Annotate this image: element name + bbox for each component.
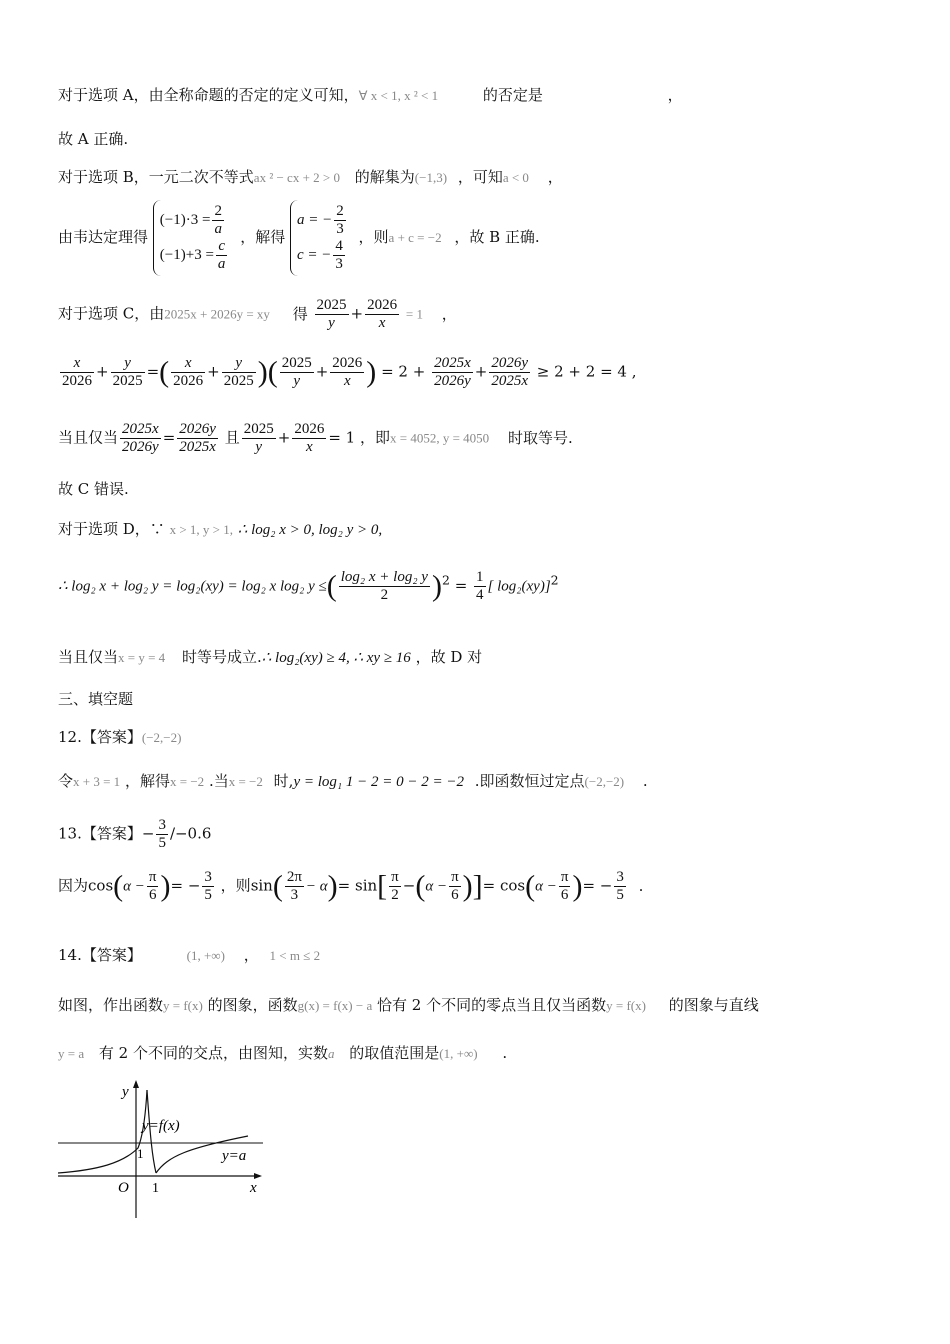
text: 对于选项 A，由全称命题的否定的定义可知， [58, 86, 359, 104]
text: 的否定是 [482, 86, 543, 104]
text: ， [441, 304, 457, 323]
den: 2025x [179, 439, 216, 455]
formula: 2025x + 2026y = xy [164, 306, 270, 322]
formula: y = a [58, 1046, 85, 1061]
text: 13.【答案】 [58, 824, 142, 843]
num: c [216, 239, 228, 256]
answer-14 [58, 948, 320, 963]
text: ，则 [220, 876, 251, 895]
num: 2026y [491, 355, 528, 371]
num: 3 [204, 869, 212, 885]
num: 4 [335, 238, 343, 254]
text: ，故 D 对 [415, 648, 483, 666]
den: 3 [335, 256, 343, 272]
option-a-line [58, 88, 683, 103]
den: 2026y [434, 373, 471, 389]
solution-14-cont [58, 1046, 507, 1061]
text: .当 [208, 772, 229, 790]
formula: α − [123, 878, 145, 895]
equation-system [153, 200, 236, 276]
text: . [642, 772, 648, 790]
num: log₂ x + log₂ y [340, 569, 428, 585]
den: 3 [290, 887, 299, 903]
vieta-line [58, 200, 540, 276]
formula: ∴ log₂(xy) ≥ 4, ∴ xy ≥ 16 [261, 650, 411, 666]
formula: x = −2 [228, 774, 263, 789]
den: 2 [391, 887, 399, 903]
num: x [60, 356, 94, 373]
text: 如图，作出函数 [58, 996, 164, 1014]
formula: = 1 [405, 306, 423, 322]
text: 有 2 个不同的交点，由图知，实数 [98, 1044, 328, 1062]
formula: (−1,3) [414, 170, 448, 185]
text: 对于选项 D，∵ [58, 520, 165, 538]
formula: a [327, 1046, 335, 1061]
text: 恰有 2 个不同的零点当且仅当函数 [377, 996, 607, 1014]
formula: α − [425, 878, 448, 895]
solution-13: 因为cos(α − $\frac{\pi}{6}$ )= − $\frac{3}{5}$ ，则sin( $\frac{2\pi}{3}$ − α)= sin[ $\frac{\pi}{2}$ −(α − $\frac{\pi}{6}$ )]= cos(α − $\frac{\pi}{6}$ )= − $\frac{3}{5}$ . [58, 869, 644, 903]
option-c-line [58, 298, 457, 331]
den: 2026 [62, 373, 92, 389]
curve-label: y=f(x) [142, 1118, 180, 1134]
text: 因为 [58, 876, 89, 895]
text: 令 [58, 772, 74, 790]
den: y [328, 315, 335, 331]
solution-14 [58, 998, 759, 1013]
option-d-line [58, 522, 382, 538]
den: x [305, 439, 313, 455]
formula: y = f(x) [606, 998, 646, 1013]
text: 对于选项 B，一元二次不等式 [58, 168, 254, 186]
den: 2026y [122, 439, 159, 455]
text: 的解集为 [354, 168, 415, 186]
answer-13 [58, 818, 211, 851]
num: y [222, 356, 256, 373]
text: 时等号成立. [181, 648, 262, 666]
op: + [350, 304, 364, 323]
num: 2026 [294, 421, 325, 437]
text: ，解得 [124, 772, 170, 790]
den: a [217, 256, 226, 272]
x-label: x [250, 1180, 257, 1196]
text: ，解得 [240, 228, 286, 246]
num: 2026 [332, 355, 363, 371]
formula: (−2,−2) [584, 774, 625, 789]
den: y [255, 439, 263, 455]
num: 2025 [316, 297, 347, 313]
x-axis-arrow [254, 1173, 262, 1179]
text: ， [243, 946, 259, 964]
text: 对于选项 C，由 [58, 304, 165, 323]
num: 2025x [122, 421, 159, 437]
origin-label: O [118, 1180, 129, 1196]
conclusion-a: 故 A 正确. [58, 130, 129, 148]
op: = [454, 576, 468, 595]
num: π [560, 869, 569, 885]
formula: a + c = −2 [388, 230, 442, 245]
formula: ax ² − cx + 2 > 0 [253, 170, 340, 185]
formula: x = 4052, y = 4050 [390, 430, 490, 446]
text: 当且仅当 [58, 428, 119, 447]
text: 的图象与直线 [668, 996, 759, 1014]
den: y [293, 373, 301, 389]
op: = sin [337, 876, 378, 895]
log-inequality-line: ∴ log₂ x + log₂ y = log₂(xy) = log₂ x log₂ y ≤( $\frac{\text{log₂ x + log₂ y}}{2}$ )$^2$ = $\frac{1}{4}$ [ log₂(xy)]$^2$ [58, 569, 559, 603]
formula: x = −2 [169, 774, 205, 789]
curve-left [58, 1090, 147, 1173]
num: 2026y [179, 421, 216, 437]
text: . [638, 876, 644, 895]
formula: y = f(x) [163, 998, 203, 1013]
formula: y = log₁ 1 − 2 = 0 − 2 = −2 [293, 774, 464, 790]
den: x [343, 373, 351, 389]
formula: ∴ log₂ x > 0, log₂ y > 0, [237, 522, 383, 538]
den: 2025x [491, 373, 528, 389]
equality-condition-c: 当且仅当 $\frac{2025x}{2026y}$ = $\frac{2026y}{2025x}$ 且 $\frac{2025}{y}$ + $\frac{2026}{x}$ = 1 ，即x = 4052, y = 4050 时取等号. [58, 421, 573, 455]
num: 3 [158, 817, 166, 833]
text: ，则 [358, 228, 389, 246]
den: 6 [560, 887, 569, 903]
num: y [111, 356, 145, 373]
formula: 1 < m ≤ 2 [269, 948, 321, 963]
fn: cos [88, 876, 114, 895]
num: 2 [214, 203, 222, 219]
op: ≥ 2 + 2 = 4 , [536, 362, 637, 381]
line-label: y=a [222, 1148, 247, 1164]
text: ，可知 [457, 168, 503, 186]
num: 3 [616, 869, 624, 885]
den: 6 [148, 887, 157, 903]
text: 的取值范围是 [349, 1044, 440, 1062]
inequality-line: $\frac{x}{2026}$ + $\frac{y}{2025}$ =( $\frac{x}{2026}$ + $\frac{y}{2025}$ )( $\frac{2025}{y}$ + $\frac{2026}{x}$ ) = 2 + $\frac{2025x}{2026y}$ + $\frac{2026y}{2025x}$ ≥ 2 + 2 = 4 , [62, 355, 637, 389]
y-axis-arrow [133, 1080, 139, 1088]
den: 5 [158, 835, 166, 851]
den: a [214, 221, 222, 237]
formula: a < 0 [502, 170, 529, 185]
text: ，故 B 正确. [454, 228, 540, 246]
op: = 1 [328, 428, 356, 447]
den: x [378, 315, 386, 331]
den: 2026 [173, 373, 204, 389]
formula: ∀ x < 1, x ² < 1 [358, 88, 439, 103]
formula: x + 3 = 1 [73, 774, 121, 789]
num: 2025 [243, 421, 274, 437]
formula: ∴ log₂ x + log₂ y = log₂(xy) = log₂ x log₂ y ≤ [58, 578, 327, 595]
text: /−0.6 [169, 824, 212, 843]
formula: (1, +∞) [439, 1046, 478, 1061]
exponent: 2 [441, 572, 450, 588]
num: x [171, 356, 205, 373]
section-heading: 三、填空题 [58, 690, 134, 708]
formula: α − [535, 878, 557, 895]
num: 2025 [281, 355, 312, 371]
num: π [391, 869, 399, 885]
den: 4 [476, 587, 484, 603]
num: π [451, 869, 459, 885]
eq: a = − [297, 211, 333, 228]
solution-12 [58, 774, 648, 790]
formula: [ log₂(xy)] [487, 578, 551, 595]
formula: (1, +∞) [186, 948, 225, 963]
conclusion-c: 故 C 错误. [58, 480, 129, 498]
num: 2 [336, 203, 344, 219]
text: 时取等号. [507, 428, 573, 447]
formula: g(x) = f(x) − a [297, 998, 373, 1013]
y-one-label: 1 [137, 1146, 144, 1161]
text: 12.【答案】 [58, 728, 142, 746]
den: 5 [204, 887, 212, 903]
den: 6 [451, 887, 459, 903]
op: − [402, 876, 416, 895]
eq: (−1)·3 = [159, 211, 211, 228]
num: π [148, 869, 157, 885]
op: − [141, 824, 155, 843]
num: 1 [476, 569, 484, 585]
text: 由韦达定理得 [58, 228, 149, 246]
text: 时, [273, 772, 294, 790]
text: ，即 [359, 428, 390, 447]
formula: (−2,−2) [141, 730, 182, 745]
den: 2025 [112, 373, 143, 389]
fn: sin [250, 876, 273, 895]
text: 的图象，函数 [207, 996, 298, 1014]
op: = cos [482, 876, 526, 895]
answer-12 [58, 730, 181, 745]
text: 得 [292, 304, 308, 323]
op: = − [170, 876, 201, 895]
formula: − α [305, 878, 328, 895]
formula: x > 1, y > 1, [169, 522, 233, 537]
text: 当且仅当 [58, 648, 119, 666]
x-one-label: 1 [152, 1181, 159, 1196]
op: = 2 + [381, 362, 426, 381]
text: . [502, 1044, 508, 1062]
den: 3 [336, 221, 344, 237]
text: ， [547, 168, 563, 186]
y-label: y [122, 1084, 129, 1100]
exponent: 2 [550, 572, 559, 588]
text: 且 [224, 428, 240, 447]
text: ， [667, 86, 683, 104]
eq: c = − [297, 246, 332, 263]
text: .即函数恒过定点 [474, 772, 585, 790]
eq: (−1)+3 = [159, 246, 214, 263]
equality-condition-d [58, 650, 482, 666]
den: 5 [616, 887, 624, 903]
op: = − [582, 876, 613, 895]
op: = [162, 428, 176, 447]
function-graph [58, 1078, 273, 1223]
option-b-line [58, 170, 563, 185]
den: 2 [380, 587, 389, 603]
num: 2π [286, 869, 302, 885]
text: 14.【答案】 [58, 946, 142, 964]
num: 2025x [434, 355, 471, 371]
formula: x = y = 4 [118, 650, 166, 665]
solution-system [290, 200, 354, 276]
num: 2026 [367, 297, 398, 313]
den: 2025 [223, 373, 254, 389]
